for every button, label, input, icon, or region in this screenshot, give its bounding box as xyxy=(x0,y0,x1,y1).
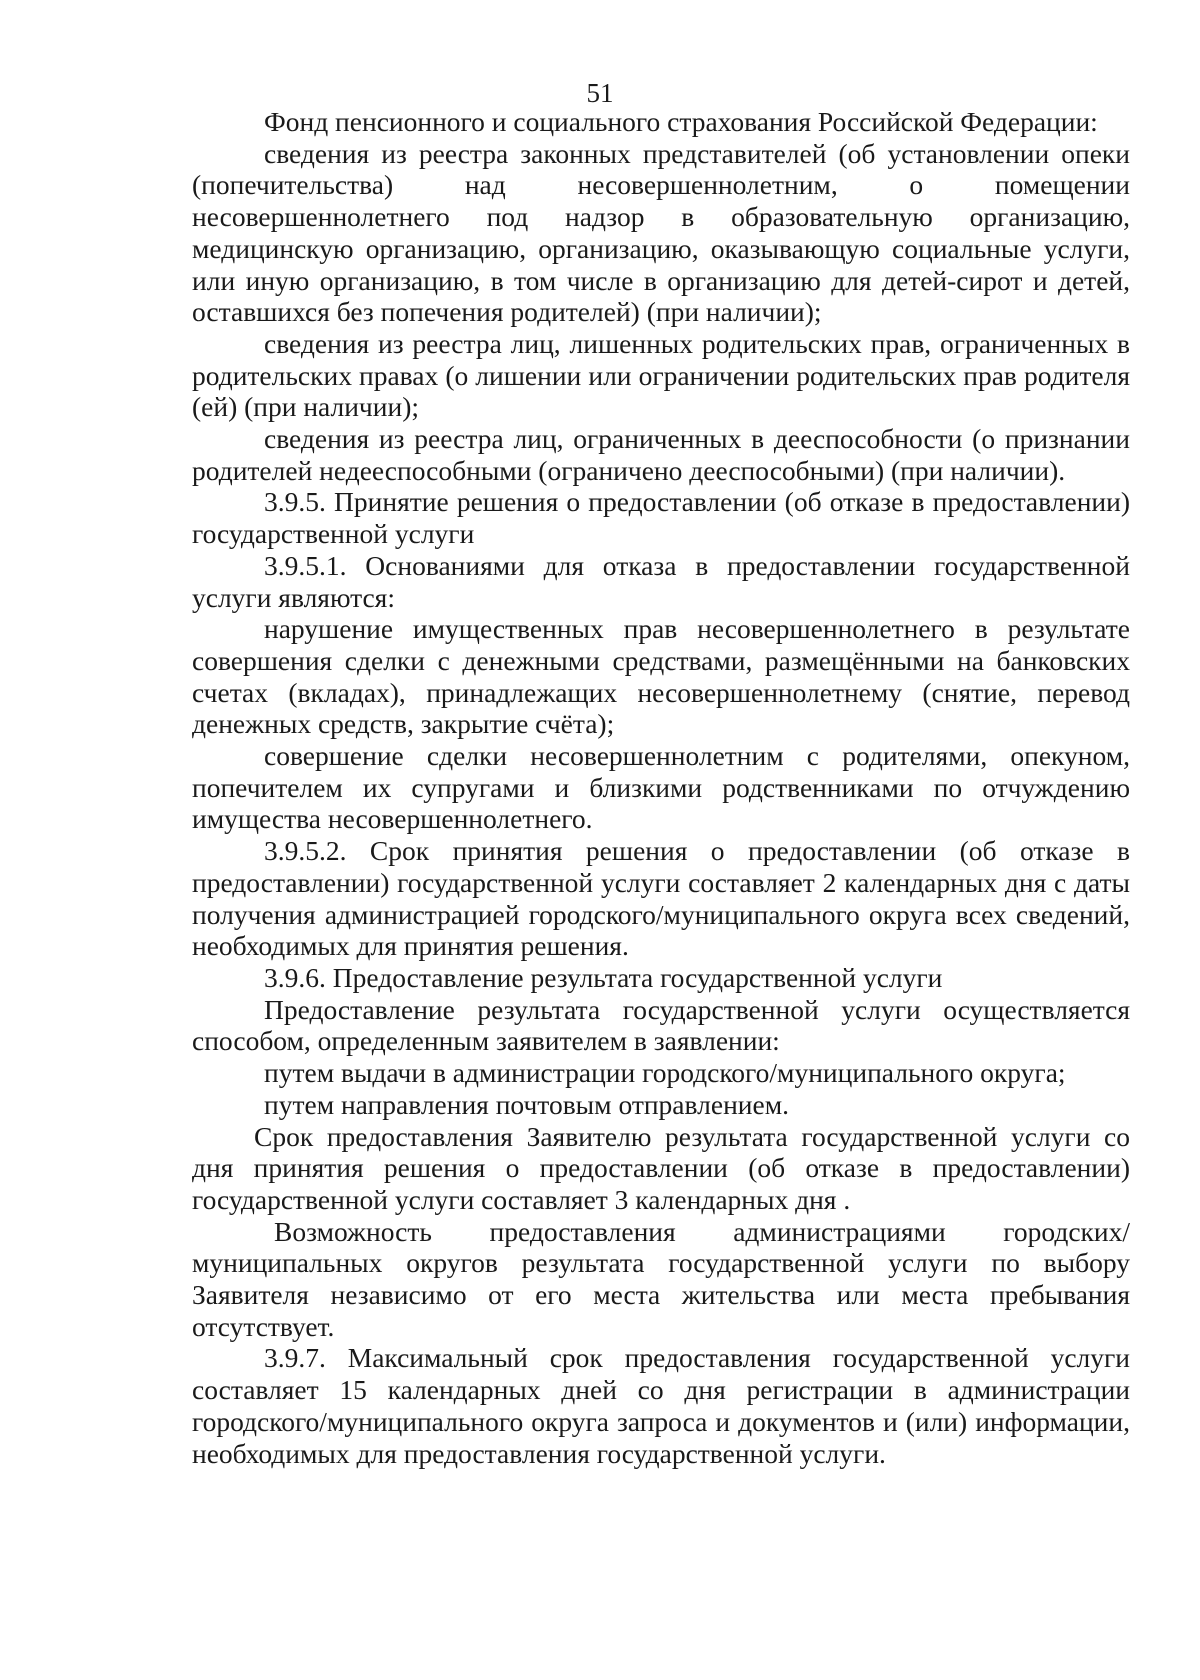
paragraph-fund-heading: Фонд пенсионного и социального страхования Российской Федерации: xyxy=(264,106,1098,137)
paragraph-result-delivery-method: Предоставление результата государственной услуги осуществляется способом, определенным заявителем в заявлении: xyxy=(192,993,1130,1057)
section-3-9-5-1: 3.9.5.1. Основаниями для отказа в предоставлении государственной услуги являются: xyxy=(192,549,1130,613)
paragraph-issue-in-administration: путем выдачи в администрации городского/муниципального округа; xyxy=(264,1057,1066,1089)
page-number: 51 xyxy=(586,78,614,108)
section-3-9-5-heading: 3.9.5. Принятие решения о предоставлении (об отказе в предоставлении) государственной услуги xyxy=(192,486,1130,550)
section-3-9-7: 3.9.7. Максимальный срок предоставления государственной услуги составляет 15 календарных дней со дня регистрации в администрации городского/муниципального округа запроса и документов и (или) информации, необходимых для предоставления государственной услуги. xyxy=(192,1342,1130,1469)
paragraph-transaction-with-relatives: совершение сделки несовершеннолетним с родителями, опекуном, попечителем их супругами и близкими родственниками по отчуждению имущества несовершеннолетнего. xyxy=(192,740,1130,835)
document-body xyxy=(192,106,1130,1469)
section-3-9-6-heading: 3.9.6. Предоставление результата государственной услуги xyxy=(264,961,943,993)
paragraph-guardians-registry: сведения из реестра законных представителей (об установлении опеки (попечительства) над несовершеннолетним, о помещении несовершеннолетнего под надзор в образовательную организацию, медицинскую организацию, организацию, оказывающую социальные услуги, или иную организацию, в том числе в организацию для детей-сирот и детей, оставшихся без попечения родителей) (при наличии); xyxy=(192,137,1130,328)
section-3-9-5-2: 3.9.5.2. Срок принятия решения о предоставлении (об отказе в предоставлении) государственной услуги составляет 2 календарных дня с даты получения администрацией городского/муниципального округа всех сведений, необходимых для принятия решения. xyxy=(192,835,1130,962)
paragraph-postal-delivery: путем направления почтовым отправлением. xyxy=(264,1088,789,1120)
paragraph-deprived-rights-registry: сведения из реестра лиц, лишенных родительских прав, ограниченных в родительских правах (о лишении или ограничении родительских прав родителя (ей) (при наличии); xyxy=(192,327,1130,423)
paragraph-property-rights-violation: нарушение имущественных прав несовершеннолетнего в результате совершения сделки с денежными средствами, размещёнными на банковских счетах (вкладах), принадлежащих несовершеннолетнему (снятие, перевод денежных средств, закрытие счёта); xyxy=(192,613,1130,740)
paragraph-extraterritorial-possibility: Возможность предоставления администрациями городских/муниципальных округов результата государственной услуги по выбору Заявителя независимо от его места жительства или места пребывания отсутствует. xyxy=(192,1215,1130,1342)
paragraph-result-deadline: Срок предоставления Заявителю результата государственной услуги со дня принятия решения о предоставлении (об отказе в предоставлении) государственной услуги составляет 3 календарных дня . xyxy=(192,1120,1130,1215)
paragraph-limited-capacity-registry: сведения из реестра лиц, ограниченных в дееспособности (о признании родителей недееспособными (ограничено дееспособными) (при наличии). xyxy=(192,423,1130,486)
